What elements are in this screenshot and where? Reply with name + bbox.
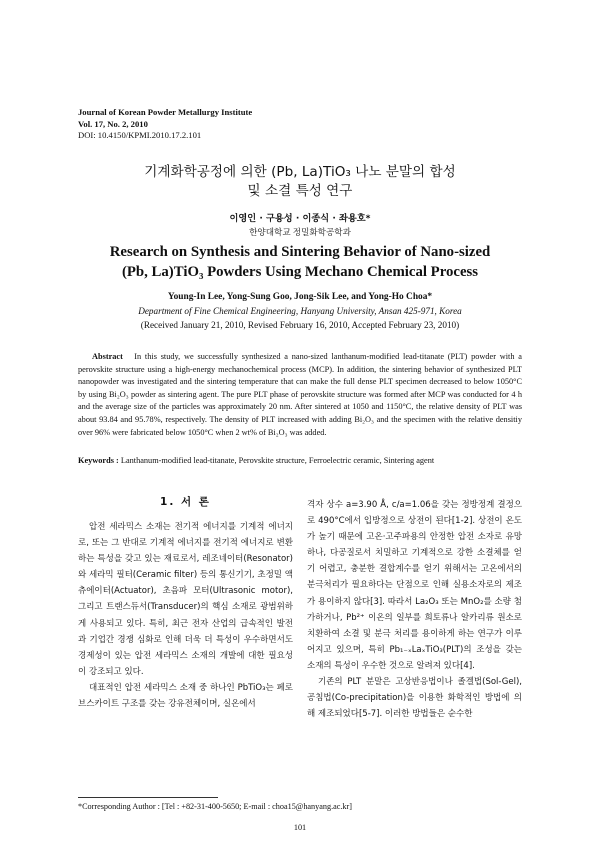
- abstract-text: In this study, we successfully synthesized a nano-sized lanthanum-modified lead-titanate (PLT) powder with a perovskite structure using a high-energy mechanochemical process (MCP). In addition, the sintering behavior of synthesized PLT nanopowder was investigated and the sintering temperature that can make the full dense PLT specimen decreased to below 1050°C by using Bi₂O₃ powder as sintering agent. The pure PLT phase of perovskite structure was formed after MCP was conducted for 4 h and the average size of the particles was approximately 20 nm. After sintered at 1050 and 1150°C, the relative density of PLT was about 93.84 and 95.78%, respectively. The density of PLT increased with adding Bi₂O₃ and the specimen with the relative densitiy over 96% were fabricated below 1050°C when 2 wt% of Bi₂O₃ was added.: [78, 352, 522, 437]
- paragraph: 대표적인 압전 세라믹스 소재 중 하나인 PbTiO₃는 페로브스카이트 구조를 갖는 강유전체이며, 실온에서: [78, 682, 293, 710]
- abstract-label: Abstract: [92, 352, 123, 361]
- section-heading: 1. 서 론: [160, 496, 211, 508]
- received-dates: (Received January 21, 2010, Revised February 16, 2010, Accepted February 23, 2010): [140, 320, 460, 330]
- paragraph: 압전 세라믹스 소재는 전기적 에너지를 기계적 에너지로, 또는 그 반대로 기계적 에너지를 전기적 에너지로 변환하는 특성을 갖고 있는 재료로서, 레조네이터(Resonator)와 세라믹 필터(Ceramic filter) 등의 통신기기, 초정밀 액츄에이터(Actuator), 초음파 모터(Ultrasonic motor), 그리고 트랜스듀서(Transducer)의 핵심 소재로 광범위하게 사용되고 있다. 특히, 최근 전자 산업의 급속적인 발전과 기업간 경쟁 심화로 인해 더욱 더 특성이 우수하면서도 경제성이 있는 압전 세라믹스 소재의 개발에 대한 필요성이 강조되고 있다.: [78, 522, 293, 677]
- english-title: [0, 243, 600, 282]
- english-title-line2: (Pb, La)TiO₃ Powders Using Mechano Chemical Process: [121, 263, 479, 280]
- journal-name: Journal of Korean Powder Metallurgy Institute: [78, 107, 253, 117]
- korean-affiliation: 한양대학교 정밀화학공학과: [249, 227, 351, 237]
- korean-title: [0, 163, 600, 201]
- paragraph: 기존의 PLT 분말은 고상반응법이나 졸겔법(Sol-Gel), 공침법(Co-precipitation)을 이용한 화학적인 방법에 의해 제조되었다[5-7]. 이러한 방법들은 순수한: [307, 677, 522, 720]
- journal-volume: Vol. 17, No. 2, 2010: [78, 118, 148, 129]
- body-column-left: [78, 519, 293, 712]
- english-title-line1: Research on Synthesis and Sintering Behavior of Nano-sized: [109, 244, 491, 260]
- korean-title-line1: 기계화학공정에 의한 (Pb, La)TiO₃ 나노 분말의 합성: [144, 164, 456, 180]
- body-column-right: [307, 497, 522, 722]
- paragraph: 격자 상수 a=3.90 Å, c/a=1.06을 갖는 정방정계 결정으로 490°C에서 입방정으로 상전이 된다[1-2]. 상전이 온도가 높기 때문에 고온·고주파용의 안정한 압전 소자로 유망하나, 다공질로서 치밀하고 기계적으로 강한 소결체를 얻기 어렵고, 충분한 결합계수를 얻기 위해서는 고온에서의 분극처리가 필요하다는 단점으로 인해 실용소자로의 제조가 용이하지 않다[3]. 따라서 La₂O₃ 또는 MnO₂를 소량 첨가하거나, Pb²⁺ 이온의 일부를 희토류나 알카리류 원소로 치환하여 소결 및 분극 처리를 용이하게 하는 연구가 이루어지고 있으며, 특히 Pb₁₋ₓLaₓTiO₃(PLT)의 조성을 갖는 소재의 특성이 우수한 것으로 알려져 있다[4].: [307, 500, 522, 671]
- korean-authors: 이영인 · 구용성 · 이종식 · 좌용호*: [229, 213, 371, 224]
- english-affiliation: Department of Fine Chemical Engineering, Hanyang University, Ansan 425-971, Korea: [138, 306, 462, 316]
- korean-title-line2: 및 소결 특성 연구: [247, 183, 353, 199]
- page-number: 101: [293, 823, 307, 832]
- keywords: [78, 456, 522, 465]
- keywords-text: Lanthanum-modified lead-titanate, Perovskite structure, Ferroelectric ceramic, Sintering agent: [120, 456, 435, 465]
- english-authors: Young-In Lee, Yong-Sung Goo, Jong-Sik Lee, and Yong-Ho Choa*: [167, 292, 433, 302]
- footnote-rule: [78, 797, 218, 798]
- keywords-label: Keywords :: [78, 456, 119, 465]
- corresponding-author-footnote: *Corresponding Author : [Tel : +82-31-400-5650; E-mail : choa15@hanyang.ac.kr]: [78, 802, 352, 811]
- abstract: [78, 351, 522, 439]
- journal-doi: DOI: 10.4150/KPMI.2010.17.2.101: [78, 130, 202, 140]
- journal-header: [78, 107, 252, 142]
